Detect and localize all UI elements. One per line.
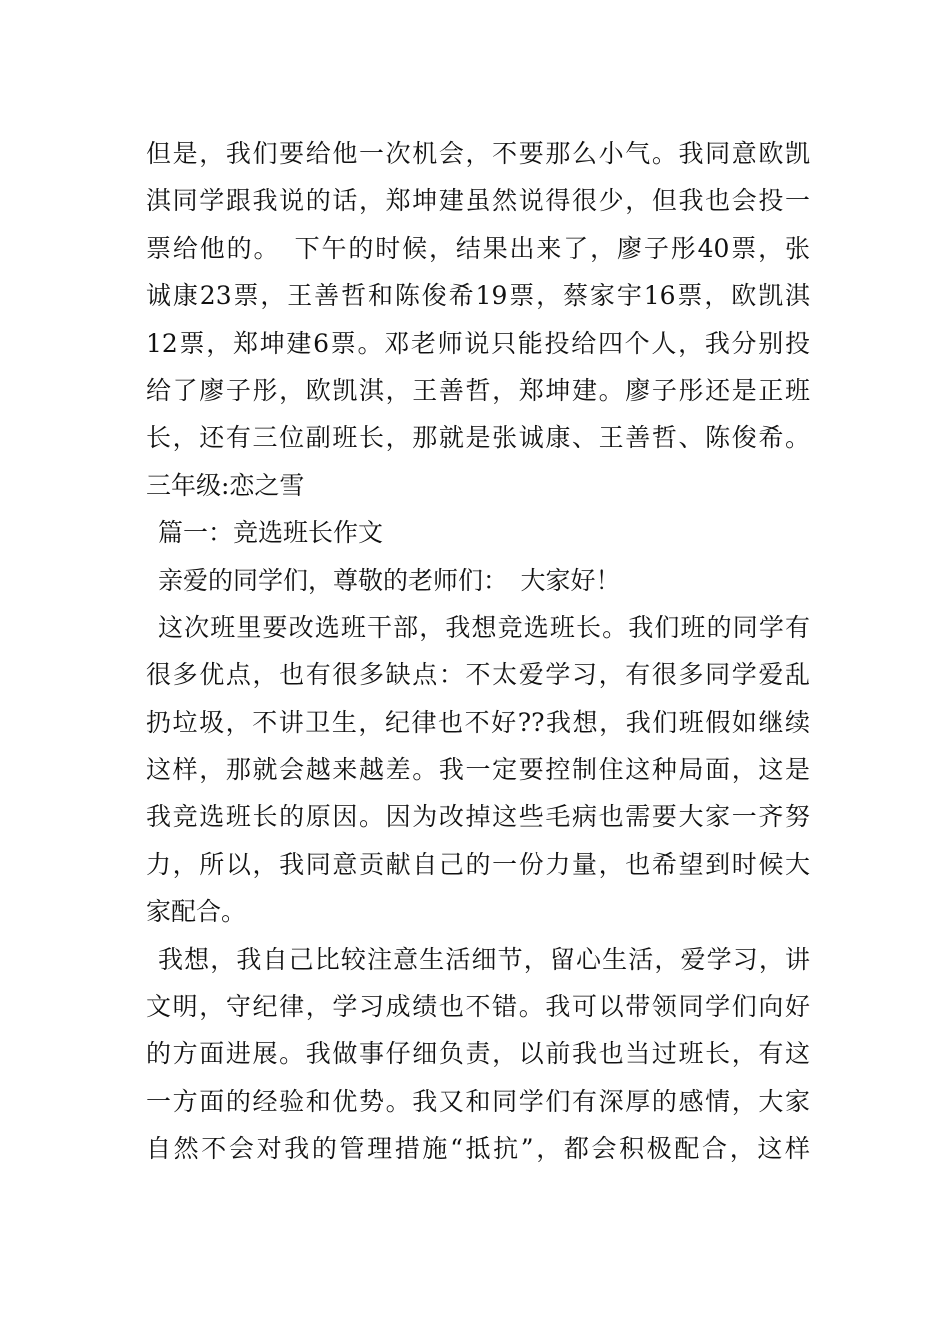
text-line: 淇同学跟我说的话，郑坤建虽然说得很少，但我也会投一 [146,186,810,216]
text-line: 的方面进展。我做事仔细负责，以前我也当过班长，有这 [146,1039,810,1069]
section-heading: 篇一：竞选班长作文 [158,518,384,548]
text-line: 一方面的经验和优势。我又和同学们有深厚的感情，大家 [146,1086,810,1116]
text-line: 扔垃圾，不讲卫生，纪律也不好??我想，我们班假如继续 [146,707,810,737]
text-line: 诚康23票，王善哲和陈俊希19票，蔡家宇16票，欧凯淇 [146,281,810,311]
text-line: 这次班里要改选班干部，我想竞选班长。我们班的同学有 [158,612,810,642]
text-line: 给了廖子彤，欧凯淇，王善哲，郑坤建。廖子彤还是正班 [146,375,810,405]
text-line: 票给他的。 下午的时候，结果出来了，廖子彤40票，张 [146,233,810,263]
greeting-line: 亲爱的同学们，尊敬的老师们： 大家好！ [158,565,621,595]
text-line: 自然不会对我的管理措施“抵抗”，都会积极配合，这样 [146,1134,810,1164]
body-text [146,130,810,1173]
text-line: 我竞选班长的原因。因为改掉这些毛病也需要大家一齐努 [146,802,810,832]
text-line: 文明，守纪律，学习成绩也不错。我可以带领同学们向好 [146,992,810,1022]
text-line: 但是，我们要给他一次机会，不要那么小气。我同意欧凯 [146,139,810,168]
text-line: 这样，那就会越来越差。我一定要控制住这种局面，这是 [146,755,810,785]
text-line: 12票，郑坤建6票。邓老师说只能投给四个人，我分别投 [146,328,810,358]
text-line: 力，所以，我同意贡献自己的一份力量，也希望到时候大 [146,849,810,879]
text-line: 很多优点，也有很多缺点：不太爱学习，有很多同学爱乱 [146,660,810,690]
author-line: 三年级:恋之雪 [146,470,305,500]
text-line: 我想，我自己比较注意生活细节，留心生活，爱学习，讲 [158,944,810,974]
text-line: 长，还有三位副班长，那就是张诚康、王善哲、陈俊希。 [146,423,810,453]
text-line: 家配合。 [146,897,247,927]
